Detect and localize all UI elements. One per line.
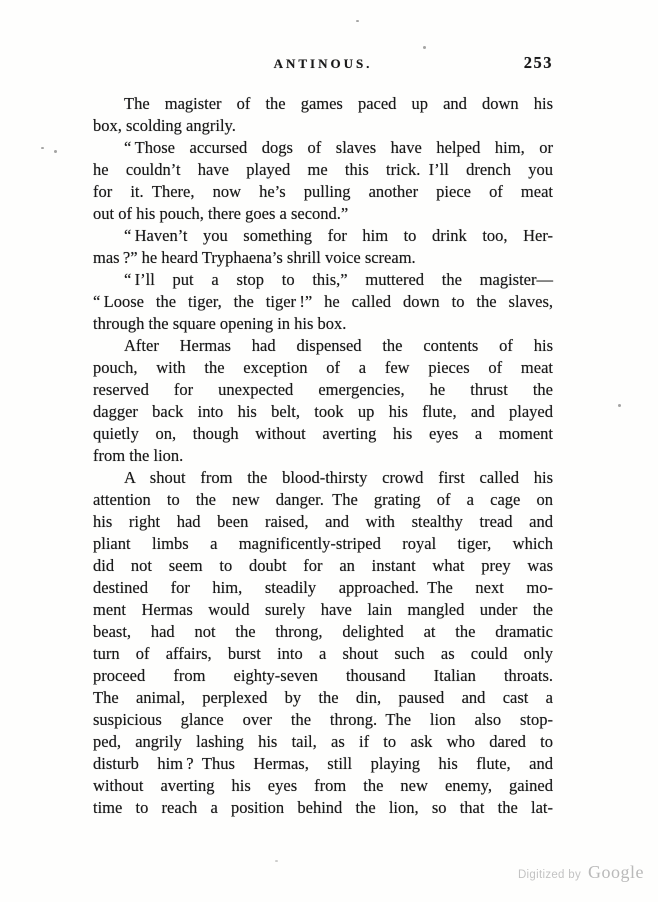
- text-line: suspicious glance over the throng. The lion also stop-: [93, 710, 553, 729]
- running-head-title: ANTINOUS.: [273, 56, 373, 71]
- digitized-by-watermark: [518, 862, 644, 883]
- text-line: beast, had not the throng, delighted at the dramatic: [93, 622, 553, 641]
- text-line: ped, angrily lashing his tail, as if to ask who dared to: [93, 732, 553, 751]
- text-line: ment Hermas would surely have lain mangled under the: [93, 600, 553, 619]
- text-line: turn of affairs, burst into a shout such as could only: [93, 644, 553, 663]
- scan-speck: [54, 150, 57, 153]
- text-line: from the lion.: [93, 446, 184, 465]
- paragraph: [93, 269, 553, 335]
- paragraph: [93, 93, 553, 137]
- text-line: proceed from eighty-seven thousand Italian throats.: [93, 666, 553, 685]
- text-line: disturb him ? Thus Hermas, still playing his flute, and: [93, 754, 553, 773]
- text-line: attention to the new danger. The grating of a cage on: [93, 490, 553, 509]
- scan-speck: [41, 147, 44, 149]
- page-body-text: [93, 93, 553, 819]
- paragraph: [93, 335, 553, 467]
- text-line: dagger back into his belt, took up his flute, and played: [93, 402, 553, 421]
- text-line: through the square opening in his box.: [93, 314, 347, 333]
- page-number: 253: [523, 53, 553, 72]
- digitized-by-label: Digitized by: [517, 869, 581, 881]
- text-line: “ Those accursed dogs of slaves have helped him, or: [124, 138, 553, 157]
- text-line: his right had been raised, and with stealthy tread and: [93, 512, 553, 531]
- text-line: The animal, perplexed by the din, paused and cast a: [93, 688, 553, 707]
- paragraph: [93, 467, 553, 819]
- text-line: destined for him, steadily approached. The next mo-: [93, 578, 553, 597]
- text-line: he couldn’t have played me this trick. I’ll drench you: [93, 160, 553, 179]
- text-line: pouch, with the exception of a few pieces of meat: [93, 358, 553, 377]
- scan-speck: [618, 404, 621, 407]
- text-line: time to reach a position behind the lion, so that the lat-: [93, 798, 553, 817]
- text-line: After Hermas had dispensed the contents of his: [124, 336, 553, 355]
- text-line: pliant limbs a magnificently-striped royal tiger, which: [93, 534, 553, 553]
- text-line: A shout from the blood-thirsty crowd first called his: [124, 468, 553, 487]
- text-line: reserved for unexpected emergencies, he thrust the: [93, 380, 553, 399]
- text-line: The magister of the games paced up and down his: [124, 94, 553, 113]
- scan-speck: [356, 20, 359, 22]
- paragraph: [93, 137, 553, 225]
- text-line: did not seem to doubt for an instant what prey was: [93, 556, 553, 575]
- text-line: “ I’ll put a stop to this,” muttered the magister—: [124, 270, 553, 289]
- text-line: “ Haven’t you something for him to drink too, Her-: [124, 226, 553, 245]
- scan-speck: [423, 46, 426, 49]
- text-line: box, scolding angrily.: [93, 116, 236, 135]
- text-line: mas ?” he heard Tryphaena’s shrill voice scream.: [93, 248, 416, 267]
- google-logo: Google: [588, 862, 644, 882]
- text-line: out of his pouch, there goes a second.”: [93, 204, 349, 223]
- scan-speck: [275, 860, 278, 862]
- paragraph: [93, 225, 553, 269]
- text-line: quietly on, though without averting his eyes a moment: [93, 424, 553, 443]
- text-line: for it. There, now he’s pulling another piece of meat: [93, 182, 553, 201]
- text-line: “ Loose the tiger, the tiger !” he called down to the slaves,: [93, 292, 553, 311]
- text-line: without averting his eyes from the new enemy, gained: [93, 776, 553, 795]
- running-head: [93, 53, 553, 76]
